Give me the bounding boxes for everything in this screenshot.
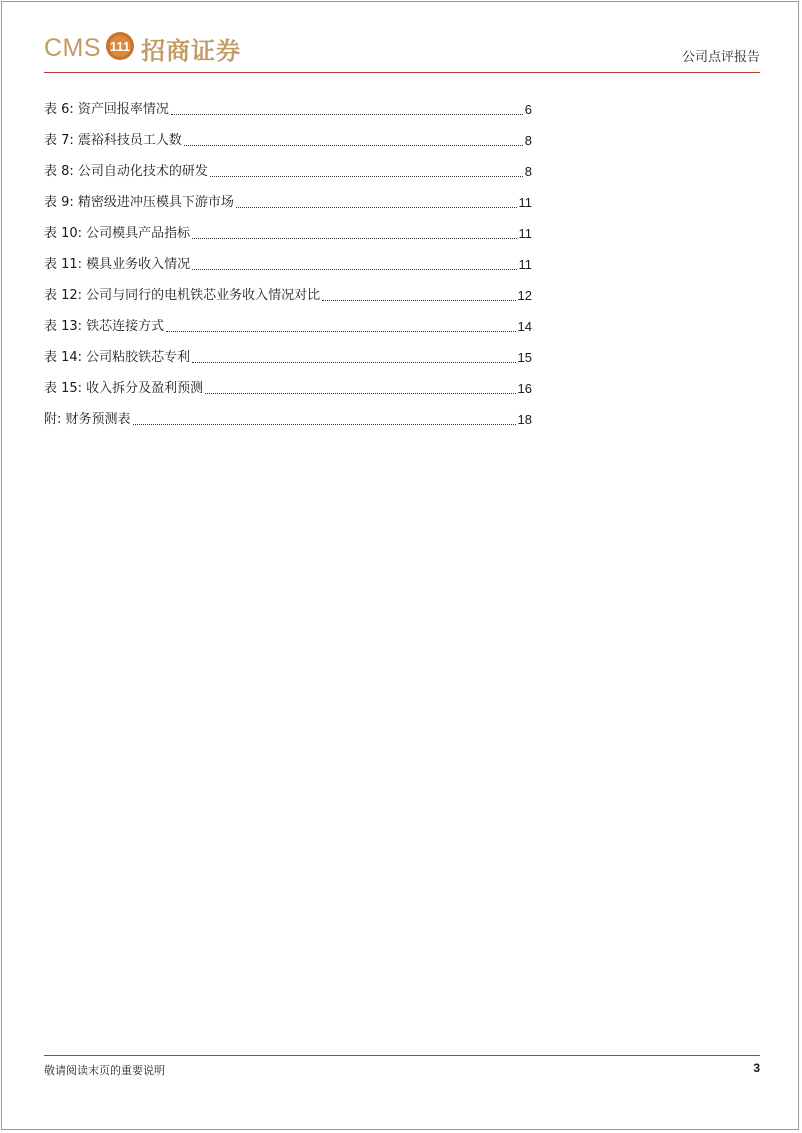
toc-dot-leader	[171, 114, 523, 115]
report-type-label: 公司点评报告	[681, 50, 760, 65]
toc-dot-leader	[205, 393, 515, 394]
logo-cms-text: CMS	[44, 33, 102, 62]
toc-entry[interactable]	[44, 305, 532, 336]
toc-entry-label: 表 6: 资产回报率情况	[44, 102, 169, 117]
table-of-contents	[44, 88, 532, 429]
toc-dot-leader	[192, 362, 515, 363]
toc-entry[interactable]	[44, 181, 532, 212]
toc-entry-label: 表 10: 公司模具产品指标	[44, 226, 191, 241]
toc-entry-label: 表 14: 公司粘胶铁芯专利	[44, 350, 191, 365]
toc-entry-page: 15	[517, 350, 532, 365]
toc-entry[interactable]	[44, 274, 532, 305]
toc-dot-leader	[133, 424, 516, 425]
toc-entry[interactable]	[44, 150, 532, 181]
toc-entry-page: 18	[517, 412, 532, 427]
toc-entry-page: 6	[524, 102, 532, 117]
toc-dot-leader	[236, 207, 517, 208]
page-number: 3	[753, 1061, 760, 1075]
page-header	[44, 28, 760, 74]
toc-entry-page: 8	[524, 133, 532, 148]
logo-company-name: 招商证券	[141, 35, 242, 65]
svg-text:111: 111	[109, 39, 131, 54]
header-divider	[44, 72, 760, 73]
toc-entry-label: 表 13: 铁芯连接方式	[44, 319, 165, 334]
toc-entry-page: 11	[518, 226, 532, 241]
toc-entry-label: 表 11: 模具业务收入情况	[44, 257, 191, 272]
footer-disclaimer-note: 敬请阅读末页的重要说明	[44, 1064, 165, 1077]
footer-divider	[44, 1055, 760, 1056]
cms-emblem-icon	[105, 31, 135, 65]
toc-entry-page: 12	[517, 288, 532, 303]
toc-dot-leader	[166, 331, 515, 332]
toc-entry-label: 表 8: 公司自动化技术的研发	[44, 164, 208, 179]
company-logo	[44, 28, 241, 68]
toc-entry-label: 表 9: 精密级进冲压模具下游市场	[44, 195, 234, 210]
toc-entry-label: 表 12: 公司与同行的电机铁芯业务收入情况对比	[44, 288, 321, 303]
toc-entry[interactable]	[44, 336, 532, 367]
toc-entry[interactable]	[44, 212, 532, 243]
toc-dot-leader	[192, 238, 516, 239]
toc-entry[interactable]	[44, 243, 532, 274]
toc-entry-page: 11	[518, 257, 532, 272]
toc-entry-page: 16	[517, 381, 532, 396]
toc-dot-leader	[210, 176, 523, 177]
toc-entry[interactable]	[44, 398, 532, 429]
toc-entry-page: 8	[524, 164, 532, 179]
toc-entry[interactable]	[44, 367, 532, 398]
toc-entry[interactable]	[44, 119, 532, 150]
toc-entry-page: 11	[518, 195, 532, 210]
toc-entry-label: 表 7: 震裕科技员工人数	[44, 133, 182, 148]
toc-dot-leader	[192, 269, 516, 270]
toc-entry-label: 表 15: 收入拆分及盈利预测	[44, 381, 204, 396]
toc-entry-page: 14	[517, 319, 532, 334]
toc-dot-leader	[184, 145, 523, 146]
toc-dot-leader	[322, 300, 515, 301]
toc-entry[interactable]	[44, 88, 532, 119]
toc-entry-label: 附: 财务预测表	[44, 412, 131, 427]
